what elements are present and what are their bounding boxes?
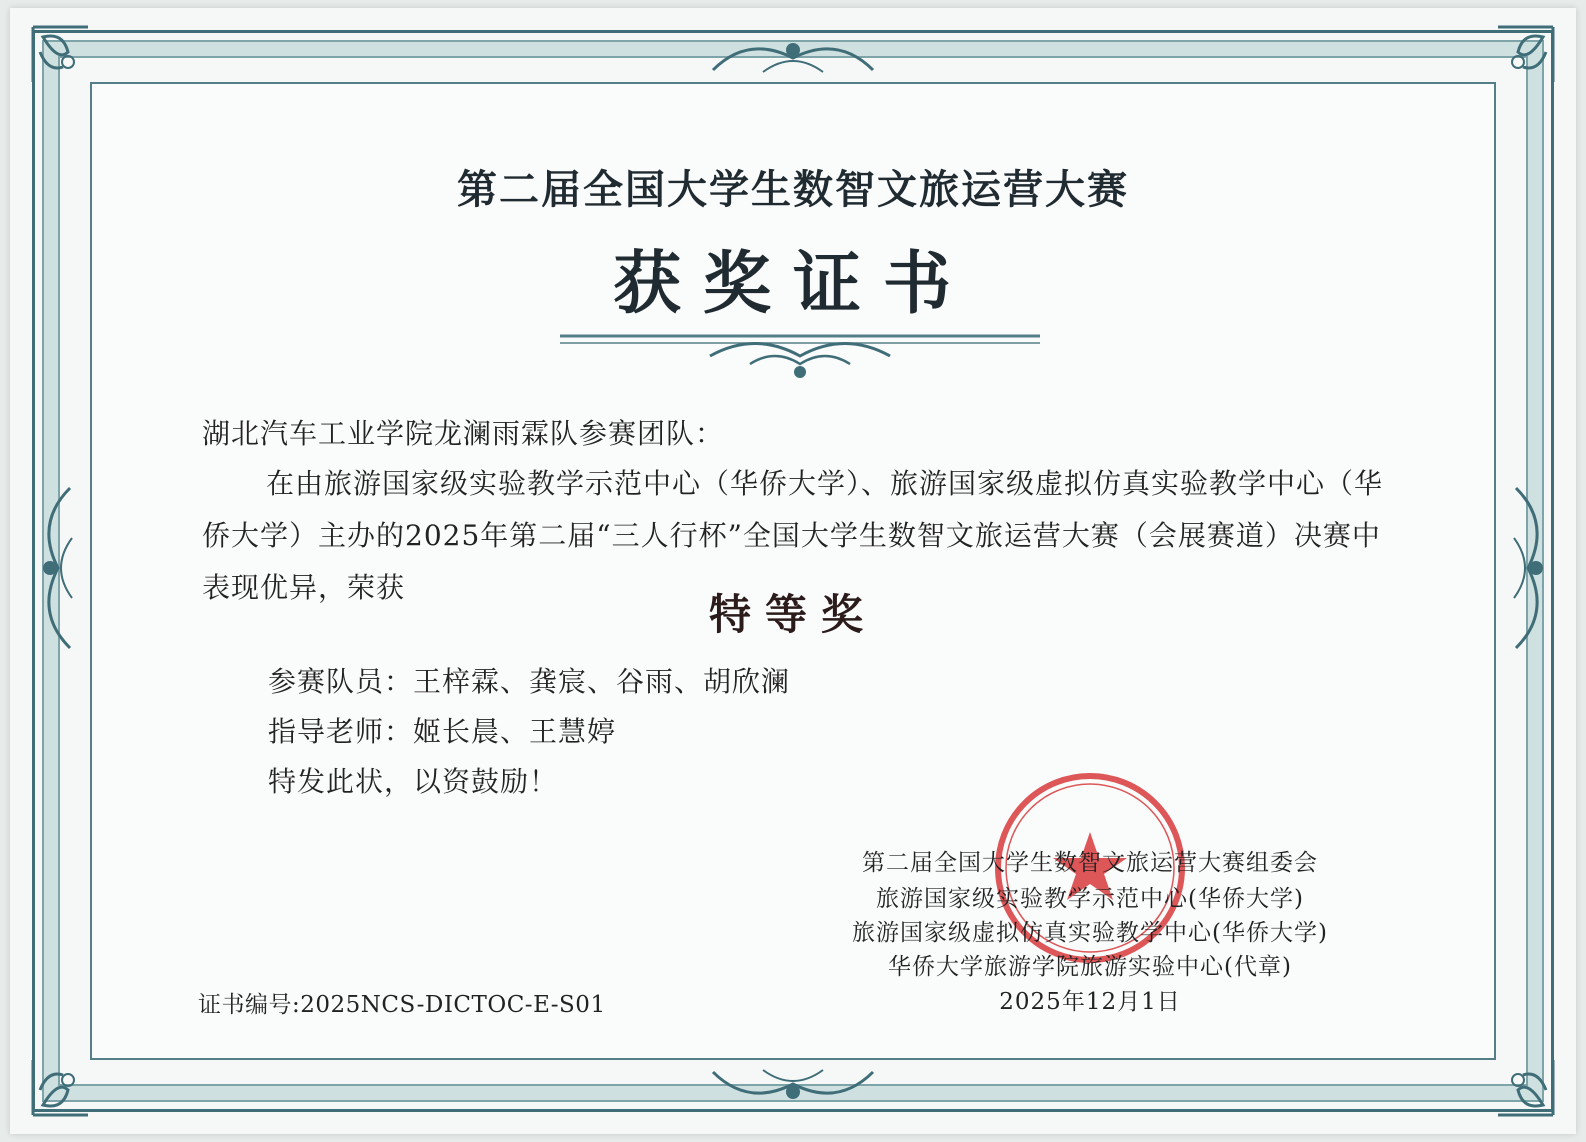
issuer-line: 第二届全国大学生数智文旅运营大赛组委会 <box>862 850 1318 876</box>
scroll-ornament-icon <box>703 30 883 86</box>
corner-ornament-icon <box>28 22 98 92</box>
award-title: 特等奖 <box>708 590 877 639</box>
issuer-line: 旅游国家级实验教学示范中心(华侨大学) <box>876 886 1304 912</box>
corner-ornament-icon <box>1488 22 1558 92</box>
recipient-line: 湖北汽车工业学院龙澜雨霖队参赛团队： <box>202 417 725 450</box>
issue-date: 2025年12月1日 <box>999 989 1181 1015</box>
certificate-number: 证书编号:2025NCS-DICTOC-E-S01 <box>198 992 606 1018</box>
issuer-line: 旅游国家级虚拟仿真实验教学中心(华侨大学) <box>852 920 1328 946</box>
citation-paragraph: 在由旅游国家级实验教学示范中心（华侨大学）、旅游国家级虚拟仿真实验教学中心（华侨大学）主办的2025年第二届“三人行杯”全国大学生数智文旅运营大赛（会展赛道）决赛中表现优异，荣获 <box>202 467 1384 604</box>
closing-line: 特发此状，以资鼓励！ <box>268 765 559 798</box>
title-divider-ornament-icon <box>560 326 1040 384</box>
issuer-line: 华侨大学旅游学院旅游实验中心(代章) <box>888 954 1292 980</box>
certificate-title: 获奖证书 <box>612 244 973 324</box>
competition-title: 第二届全国大学生数智文旅运营大赛 <box>457 167 1129 213</box>
certificate <box>10 8 1576 1134</box>
advisors-line: 指导老师：姬长晨、王慧婷 <box>268 715 617 748</box>
scroll-ornament-icon <box>703 1056 883 1112</box>
corner-ornament-icon <box>28 1050 98 1120</box>
team-members-line: 参赛队员：王梓霖、龚宸、谷雨、胡欣澜 <box>268 665 791 698</box>
corner-ornament-icon <box>1488 1050 1558 1120</box>
